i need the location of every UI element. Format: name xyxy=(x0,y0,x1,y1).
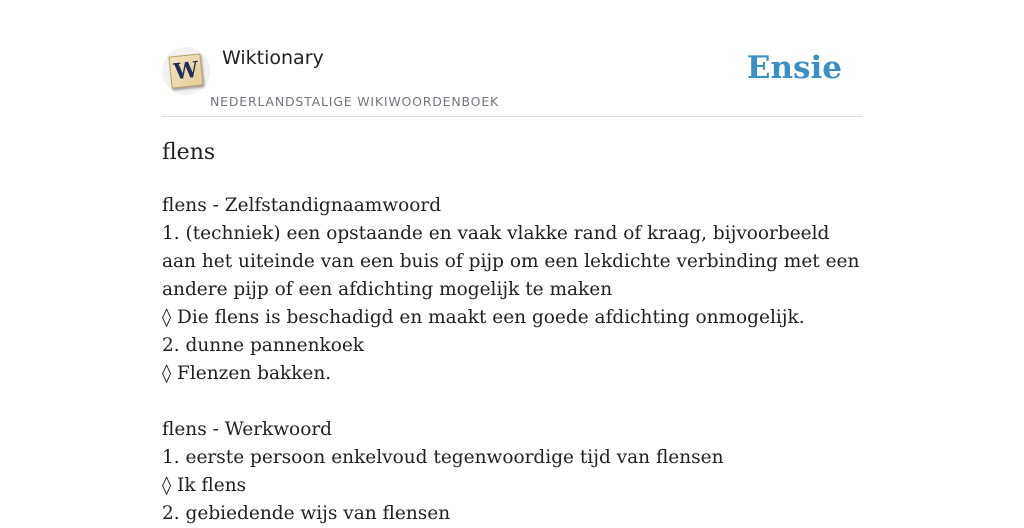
example-line: ◊ Die flens is beschadigd en maakt een goede afdichting onmogelijk. xyxy=(162,307,805,328)
wiktionary-logo-tile: W xyxy=(168,53,203,88)
entry-heading: flens - Zelfstandignaamwoord xyxy=(162,195,442,216)
definition-line: 2. dunne pannenkoek xyxy=(162,335,365,356)
wiktionary-logo[interactable] xyxy=(162,47,210,95)
site-tagline: NEDERLANDSTALIGE WIKIWOORDENBOEK xyxy=(210,94,500,109)
definition-line: 1. (techniek) een opstaande en vaak vlakke rand of kraag, bijvoorbeeld aan het uiteinde van een buis of pijp om een lekdichte verbinding met een andere pijp of een afdichting mogelijk te maken xyxy=(162,223,860,300)
entry-noun xyxy=(162,192,862,388)
site-name[interactable]: Wiktionary xyxy=(222,47,324,69)
entry-heading: flens - Werkwoord xyxy=(162,419,333,440)
entry-verb xyxy=(162,416,862,528)
example-line: ◊ Flenzen bakken. xyxy=(162,363,332,384)
definition-content xyxy=(162,192,862,528)
page-title: flens xyxy=(162,140,216,165)
site-header xyxy=(162,44,862,117)
definition-line: 2. gebiedende wijs van flensen xyxy=(162,503,451,524)
ensie-brand-link[interactable]: Ensie xyxy=(746,50,842,86)
example-line: ◊ Ik flens xyxy=(162,475,247,496)
definition-line: 1. eerste persoon enkelvoud tegenwoordige tijd van flensen xyxy=(162,447,724,468)
